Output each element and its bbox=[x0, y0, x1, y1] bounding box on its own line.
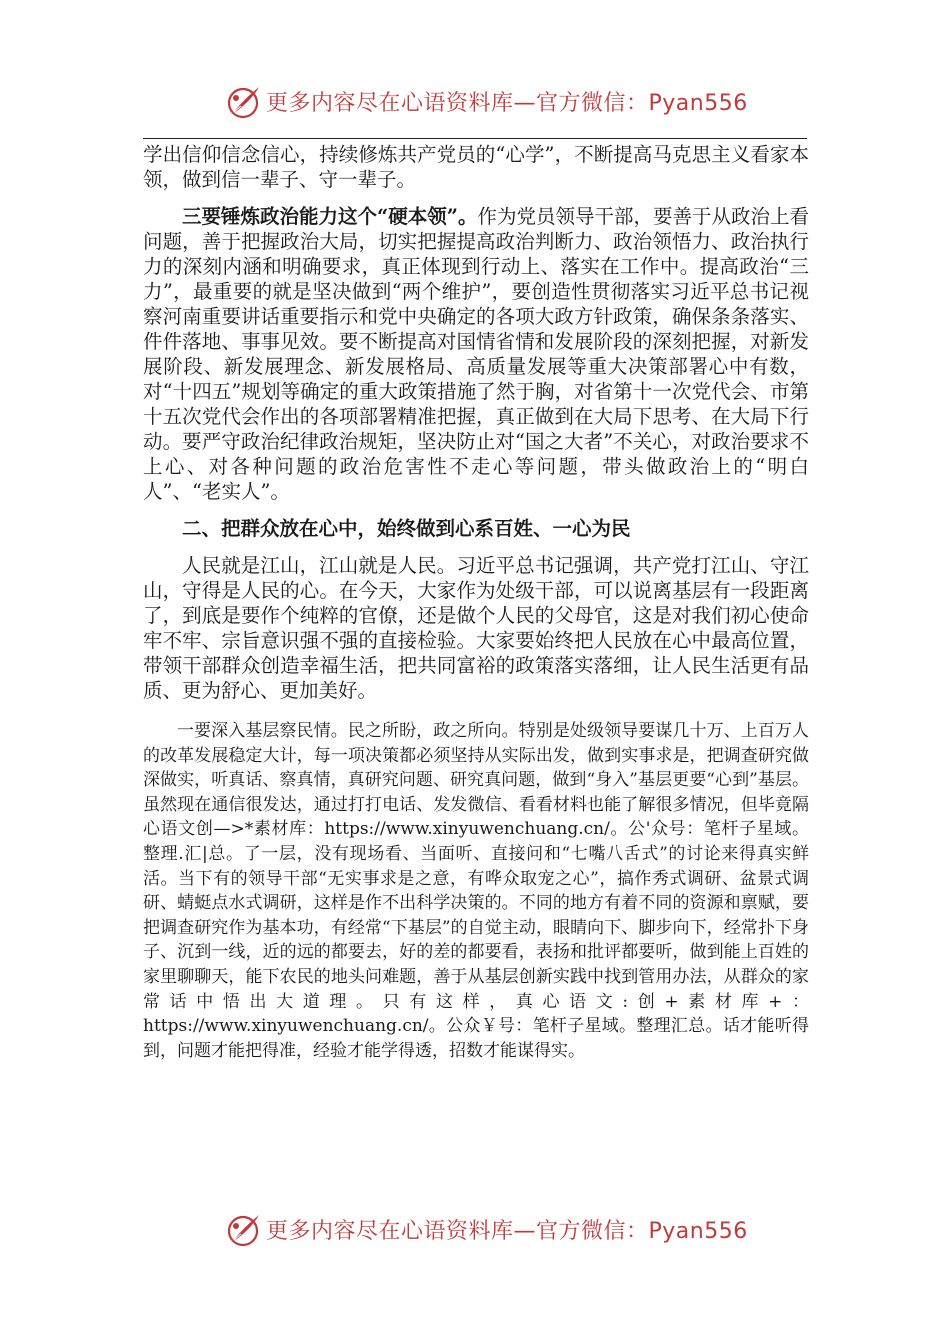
quill-logo-icon bbox=[226, 1212, 262, 1248]
paragraph-continuation: 学出信仰信念信心，持续修炼共产党员的“心学”，不断提高马克思主义看家本领，做到信一辈子、守一辈子。 bbox=[143, 143, 809, 191]
footer-banner-text: 更多内容尽在心语资料库—官方微信：Pyan556 bbox=[266, 1219, 748, 1244]
paragraph-grassroots: 一要深入基层察民情。民之所盼，政之所向。特别是处级领导要谋几十万、上百万人的改革发展稳定大计，每一项决策都必须坚持从实际出发，做到实事求是，把调查研究做深做实，听真话、察真情，真研究问题、研究真问题，做到“身入”基层更要“心到”基层。虽然现在通信很发达，通过打打电话、发发微信、看看材料也能了解很多情况，但毕竟隔心语文创—>*素材库：https://www.xinyuwenchuang.cn/。公'众号：笔杆子星域。整理.汇|总。了一层，没有现场看、当面听、直接问和“七嘴八舌式”的讨论来得真实鲜活。当下有的领导干部“无实事求是之意，有哗众取宠之心”，搞作秀式调研、盆景式调研、蜻蜓点水式调研，这样是作不出科学决策的。不同的地方有着不同的资源和禀赋，要把调查研究作为基本功，有经常“下基层”的自觉主动，眼睛向下、脚步向下，经常扑下身子、沉到一线，近的远的都要去，好的差的都要看，表扬和批评都要听，做到能上百姓的家里聊聊天，能下农民的地头问难题，善于从基层创新实践中找到管用办法，从群众的家常话中悟出大道理。只有这样，真心语文:创+素材库+：https://www.xinyuwenchuang.cn/。公众￥号：笔杆子星域。整理汇总。话才能听得到，问题才能把得准，经验才能学得透，招数才能谋得实。 bbox=[143, 721, 809, 1061]
header-banner-text: 更多内容尽在心语资料库—官方微信：Pyan556 bbox=[266, 91, 748, 116]
section-heading: 二、把群众放在心中，始终做到心系百姓、一心为民 bbox=[182, 517, 631, 540]
quill-logo-icon bbox=[226, 84, 262, 120]
paragraph-people: 人民就是江山，江山就是人民。习近平总书记强调，共产党打江山、守江山，守得是人民的心。在今天，大家作为处级干部，可以说离基层有一段距离了，到底是要作个纯粹的官僚，还是做个人民的父母官，这是对我们初心使命牢不牢、宗旨意识强不强的直接检验。大家要始终把人民放在心中最高位置，带领干部群众创造幸福生活，把共同富裕的政策落实落细，让人民生活更有品质、更为舒心、更加美好。 bbox=[143, 554, 809, 702]
paragraph-lead: 三要锤炼政治能力这个“硬本领”。 bbox=[182, 205, 478, 228]
paragraph-political-ability bbox=[143, 204, 809, 504]
footer-banner bbox=[0, 1208, 950, 1252]
document-body bbox=[143, 142, 809, 1063]
header-divider bbox=[143, 138, 807, 139]
header-banner bbox=[0, 80, 950, 124]
paragraph-text: 作为党员领导干部，要善于从政治上看问题，善于把握政治大局，切实把握提高政治判断力、政治领悟力、政治执行力的深刻内涵和明确要求，真正体现到行动上、落实在工作中。提高政治“三力”，最重要的就是坚决做到“两个维护”，要创造性贯彻落实习近平总书记视察河南重要讲话重要指示和党中央确定的各项大政方针政策，确保条条落实、件件落地、事事见效。要不断提高对国情省情和发展阶段的深刻把握，对新发展阶段、新发展理念、新发展格局、高质量发展等重大决策部署心中有数，对“十四五”规划等确定的重大政策措施了然于胸，对省第十一次党代会、市第十五次党代会作出的各项部署精准把握，真正做到在大局下思考、在大局下行动。要严守政治纪律政治规矩，坚决防止对“国之大者”不关心，对政治要求不上心、对各种问题的政治危害性不走心等问题，带头做政治上的“明白人”、“老实人”。 bbox=[143, 205, 809, 503]
